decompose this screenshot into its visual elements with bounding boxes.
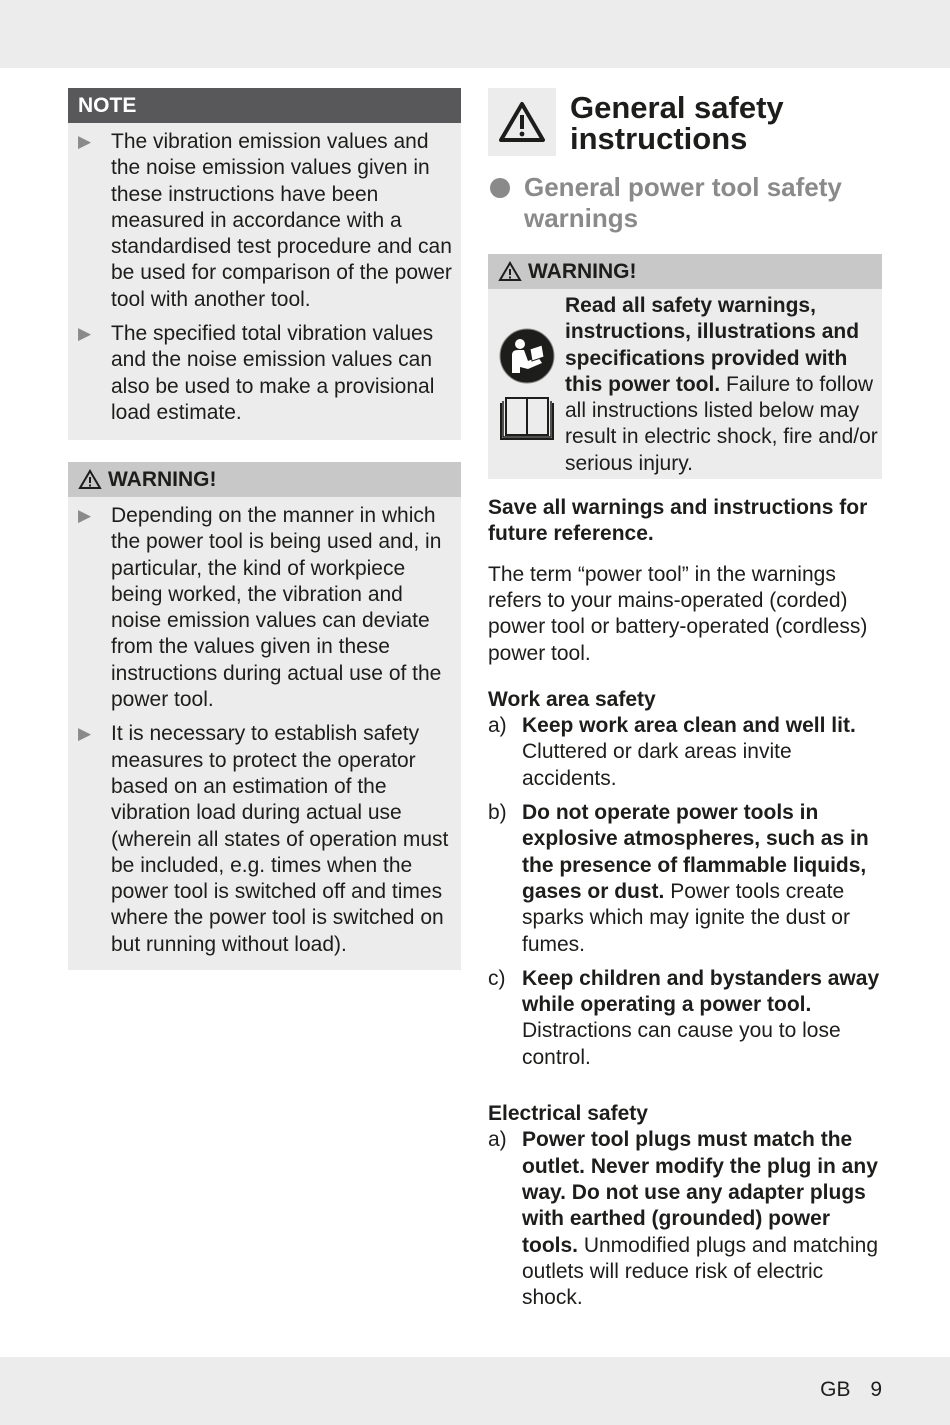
- warning-triangle-icon: [497, 100, 547, 144]
- warning-text: Read all safety warnings, instructions, illustrations and specifications provided with this power tool. Failure to follow all instructions listed below may result in electric shock, fire and/or serious injury.: [565, 294, 878, 475]
- left-warning-box: [68, 462, 461, 970]
- warning-title: WARNING!: [108, 468, 217, 491]
- bullet-dot-icon: [490, 178, 510, 198]
- section-subtitle: General power tool safety warnings: [488, 172, 882, 234]
- page-number: 9: [870, 1378, 882, 1401]
- electrical-heading: Electrical safety: [488, 1102, 648, 1126]
- read-manual-icon: [498, 327, 556, 385]
- triangle-bullet-icon: ▶: [78, 724, 92, 744]
- warning-triangle-icon: [498, 261, 522, 282]
- warning-bullet: ▶ Depending on the manner in which the power tool is being used and, in particular, the kind of workpiece being worked, the vibration and noise emission values can deviate from the values given in these instructions during actual use of the power tool.: [68, 503, 461, 713]
- term-paragraph: The term “power tool” in the warnings refers to your mains-operated (corded) power tool or battery-operated (cordless) power tool.: [488, 562, 868, 665]
- warning-bullet: ▶ It is necessary to establish safety measures to protect the operator based on an estimation of the vibration load during actual use (wherein all states of operation must be included, e.g. times when the power tool is switched off and times where the power tool is switched on but running without load).: [68, 721, 461, 958]
- section-title: General safety instructions: [488, 88, 882, 156]
- footer-band: [0, 1357, 950, 1425]
- list-item: b) Do not operate power tools in explosive atmospheres, such as in the presence of flammable liquids, gases or dust. Power tools create sparks which may ignite the dust or fumes.: [488, 801, 869, 956]
- note-title: NOTE: [68, 88, 461, 123]
- right-column: [488, 88, 882, 1319]
- list-item: a) Power tool plugs must match the outlet. Never modify the plug in any way. Do not use any adapter plugs with earthed (grounded) power tools. Unmodified plugs and matching outlets will reduce risk of electric shock.: [488, 1128, 879, 1310]
- work-area-heading: Work area safety: [488, 687, 656, 711]
- list-item: a) Keep work area clean and well lit. Cluttered or dark areas invite accidents.: [488, 714, 856, 790]
- note-bullet: ▶ The specified total vibration values and the noise emission values can also be used to make a provisional load estimate.: [68, 321, 461, 426]
- save-note: Save all warnings and instructions for future reference.: [488, 496, 868, 546]
- page-footer: [820, 1378, 882, 1402]
- triangle-bullet-icon: ▶: [78, 132, 92, 151]
- list-item: c) Keep children and bystanders away while operating a power tool. Distractions can cause you to lose control.: [488, 966, 880, 1069]
- note-bullet: ▶ The vibration emission values and the noise emission values given in these instructions have been measured in accordance with a standardised test procedure and can be used for comparison of the power tool with another tool.: [68, 129, 461, 313]
- language-code: GB: [820, 1378, 851, 1401]
- top-margin-band: [0, 0, 950, 68]
- triangle-bullet-icon: ▶: [78, 506, 92, 525]
- open-book-icon: [498, 395, 556, 443]
- right-warning-box: WARNING! Read all safety warnings, instructions, illustrations and specifications provided with this power tool. Failure to follow all instructions listed below may result in electric shock, fire and/or serious injury.: [488, 254, 882, 479]
- note-box: [68, 88, 461, 440]
- triangle-bullet-icon: ▶: [78, 324, 92, 344]
- warning-triangle-icon: [78, 469, 102, 490]
